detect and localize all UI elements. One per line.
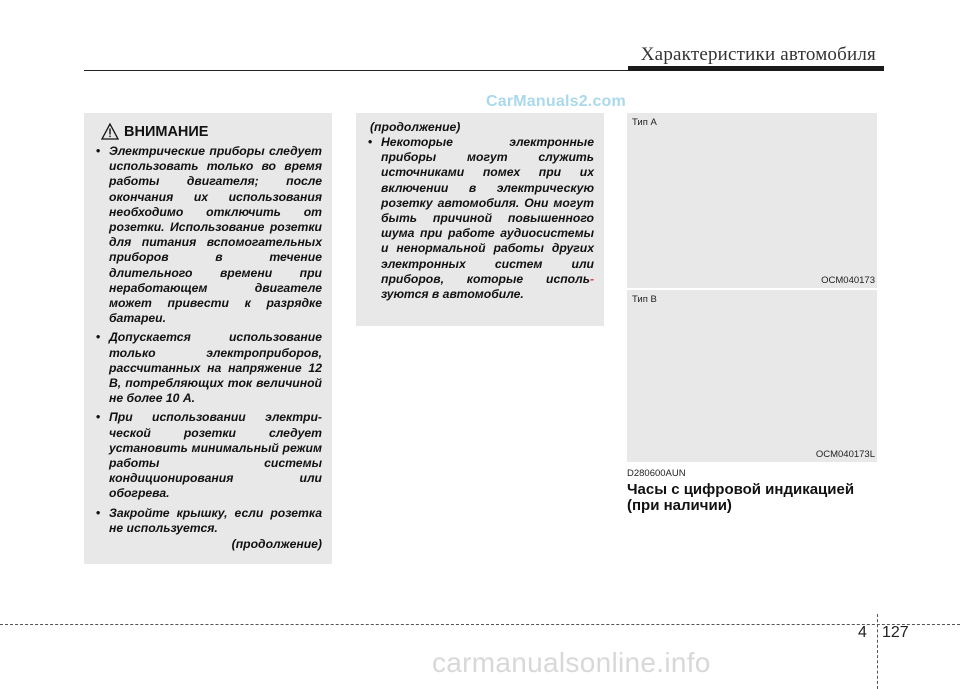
section-title: Часы с цифровой индикацией (при наличии): [627, 481, 855, 514]
chapter-number: 4: [858, 624, 867, 641]
warning-box: [84, 113, 332, 564]
watermark-carmanuals2[interactable]: CarManuals2.com: [486, 93, 626, 110]
watermark-carmanualsonline[interactable]: carmanualsonline.info: [432, 647, 711, 678]
hyphen-mark: -: [589, 271, 594, 286]
image-code: OCM040173L: [815, 449, 875, 460]
image-type-b: [627, 290, 877, 462]
continued-list: [366, 135, 594, 302]
warning-title: ВНИМАНИЕ: [124, 123, 209, 140]
warning-triangle-icon: [101, 123, 119, 140]
warning-item: • Закройте крышку, если розетка не используется.: [94, 506, 322, 536]
header-bar: [628, 66, 884, 71]
image-label: Тип A: [632, 117, 657, 128]
image-label: Тип B: [632, 294, 657, 305]
warning-item: • При использовании электри-ческой розетки следует установить минимальный режим работы системы кондиционирования или обогрева.: [94, 410, 322, 501]
footer-dashed-rule: [0, 624, 960, 625]
continued-item-tail: зуются в автомобиле.: [381, 287, 524, 302]
warning-continued-box: [356, 113, 604, 326]
warning-item: • Электрические приборы следует использовать только во время работы двигателя; после окончания их использования необходимо отключить от розетки. Использование розетки для питания вспомогательных приборов в течение длительного времени при неработающем двигателе может привести к разрядке батареи.: [94, 144, 322, 326]
continued-item: [366, 135, 594, 302]
warning-list: [94, 144, 322, 536]
chapter-header-title: Характеристики автомобиля: [640, 44, 876, 65]
warning-heading: [101, 123, 322, 140]
continued-label: (продолжение): [370, 120, 461, 134]
section-code: D280600AUN: [627, 468, 686, 479]
continued-item-text: Некоторые электронные приборы могут служить источниками помех при их включении в электрическую розетку автомобиля. Они могут быть причиной повышенного шума при работе аудиосистемы и ненормальной работы других электронных систем или приборов, которые исполь: [381, 135, 594, 286]
continued-note: (продолжение): [231, 537, 322, 552]
page-number: 127: [882, 624, 909, 641]
image-type-a: [627, 113, 877, 288]
image-code: OCM040173: [821, 275, 875, 286]
footer-vertical-rule: [877, 614, 878, 689]
warning-item: • Допускается использование только электроприборов, рассчитанных на напряжение 12 В, потребляющих ток величиной не более 10 А.: [94, 330, 322, 406]
